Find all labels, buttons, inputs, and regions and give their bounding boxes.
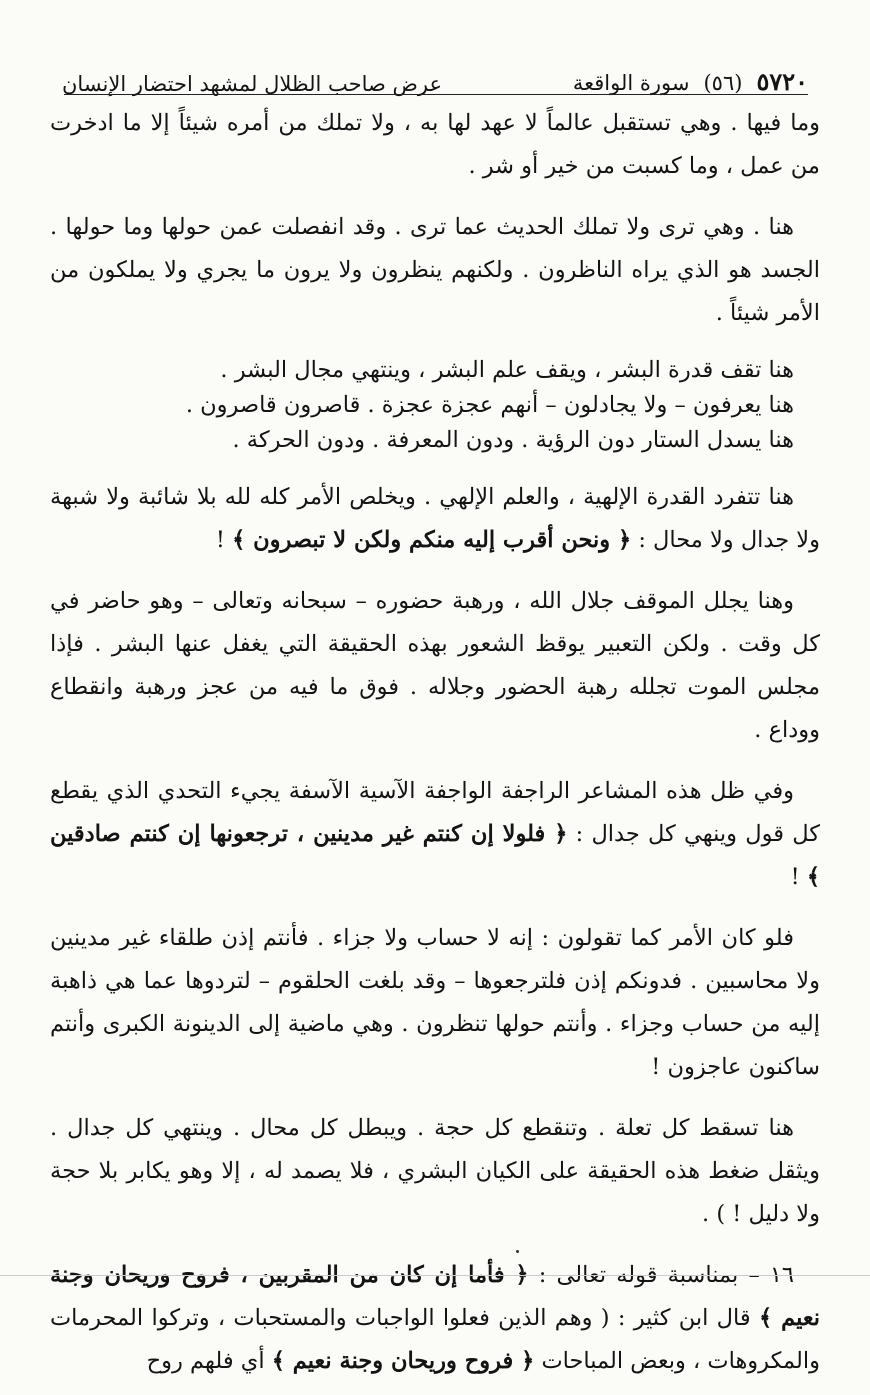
surah-name: سورة الواقعة bbox=[572, 71, 690, 95]
header-divider bbox=[64, 94, 808, 95]
paragraph-5: وهنا يجلل الموقف جلال الله ، ورهبة حضوره – سبحانه وتعالى – وهو حاضر في كل وقت . ولكن التعبير يوقظ الشعور بهذه الحقيقة التي يغفل عنها البشر . فإذا مجلس الموت تجلله رهبة الحضور وجلاله . فوق ما فيه من عجز ورهبة وانقطاع ووداع . bbox=[50, 588, 820, 743]
paragraph-2: هنا . وهي ترى ولا تملك الحديث عما ترى . وقد انفصلت عمن حولها وما حولها . الجسد هو الذي يراه الناظرون . ولكنهم ينظرون ولا يرون ما يجري ولا يملكون من الأمر شيئاً . bbox=[50, 214, 820, 326]
body-text bbox=[50, 102, 820, 1395]
paragraph-4-text: هنا تتفرد القدرة الإلهية ، والعلم الإلهي . ويخلص الأمر كله لله بلا شائبة ولا شبهة ولا جدال ولا محال : bbox=[50, 484, 820, 553]
paragraph-9-text-2: قال ابن كثير : ( وهم الذين فعلوا الواجبات والمستحبات ، وتركوا المحرمات والمكروهات ، وبعض المباحات bbox=[50, 1305, 820, 1374]
paragraph-4-end: ! bbox=[215, 527, 225, 553]
quran-verse-4: ﴿ فروح وريحان وجنة نعيم ﴾ bbox=[271, 1348, 535, 1374]
quran-verse-3: ﴿ فأما إن كان من المقربين ، فروح وريحان وجنة نعيم ﴾ bbox=[50, 1262, 820, 1331]
paragraph-9 bbox=[50, 1254, 820, 1383]
page-mark bbox=[516, 1250, 519, 1253]
paragraph-3-line-2: هنا يعرفون – ولا يجادلون – أنهم عجزة عجزة . قاصرون قاصرون . bbox=[185, 392, 794, 418]
chapter-title: عرض صاحب الظلال لمشهد احتضار الإنسان bbox=[62, 72, 443, 96]
header-right bbox=[573, 67, 808, 96]
paragraph-7: فلو كان الأمر كما تقولون : إنه لا حساب ولا جزاء . فأنتم إذن طلقاء غير مدينين ولا محاسبين . فدونكم إذن فلترجعوها – وقد بلغت الحلقوم – لتردوها عما هي ذاهبة إليه من حساب وجزاء . وأنتم حولها تنظرون . وهي ماضية إلى الدينونة الكبرى وأنتم ساكنون عاجزون ! bbox=[50, 925, 820, 1080]
verse-reference: (٥٦) bbox=[703, 71, 743, 95]
quran-verse-1: ﴿ ونحن أقرب إليه منكم ولكن لا تبصرون ﴾ bbox=[232, 527, 632, 553]
paragraph-3-line-1: هنا تقف قدرة البشر ، ويقف علم البشر ، وينتهي مجال البشر . bbox=[220, 357, 794, 383]
scan-edge-line bbox=[0, 1275, 870, 1276]
paragraph-4 bbox=[50, 476, 820, 562]
paragraph-6 bbox=[50, 770, 820, 899]
paragraph-6-end: ! bbox=[790, 864, 800, 890]
page-number: ٥٧٢٠ bbox=[756, 67, 808, 96]
paragraph-9-text-1: ١٦ – بمناسبة قوله تعالى : bbox=[538, 1262, 795, 1288]
paragraph-9-text-3: أي فلهم روح bbox=[146, 1348, 265, 1374]
paragraph-6-text: وفي ظل هذه المشاعر الراجفة الواجفة الآسية الآسفة يجيء التحدي الذي يقطع كل قول وينهي كل جدال : bbox=[50, 778, 821, 847]
paragraph-3 bbox=[50, 353, 820, 458]
paragraph-1: وما فيها . وهي تستقبل عالماً لا عهد لها به ، ولا تملك من أمره شيئاً إلا ما ادخرت من عمل ، وما كسبت من خير أو شر . bbox=[50, 110, 820, 179]
paragraph-3-line-3: هنا يسدل الستار دون الرؤية . ودون المعرفة . ودون الحركة . bbox=[232, 427, 794, 453]
quran-verse-2: ﴿ فلولا إن كنتم غير مدينين ، ترجعونها إن كنتم صادقين ﴾ bbox=[50, 821, 820, 890]
paragraph-8: هنا تسقط كل تعلة . وتنقطع كل حجة . ويبطل كل محال . وينتهي كل جدال . ويثقل ضغط هذه الحقيقة على الكيان البشري ، فلا يصمد له ، إلا وهو يكابر بلا حجة ولا دليل ! ) . bbox=[50, 1115, 820, 1227]
running-header bbox=[62, 50, 808, 96]
